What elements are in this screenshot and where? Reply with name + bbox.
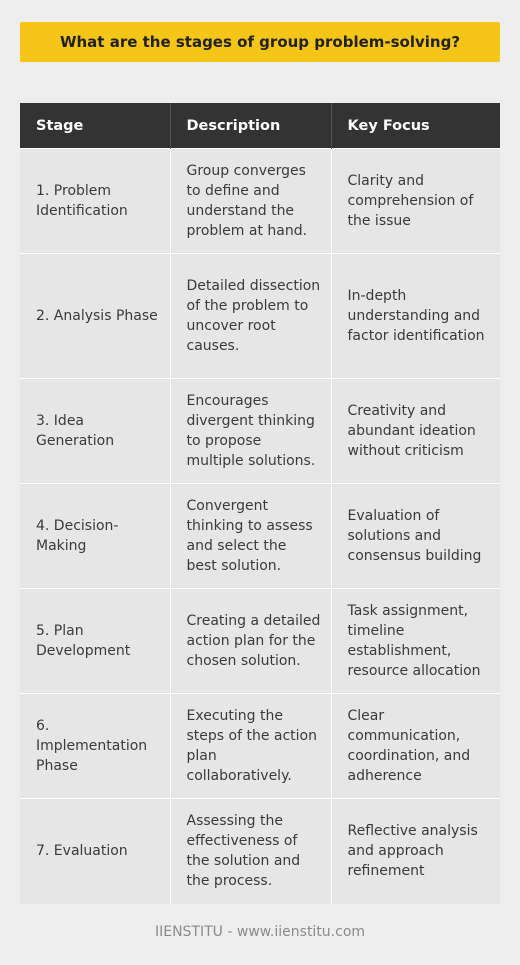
focus-cell: In-depth understanding and factor identification (331, 254, 500, 379)
footer-credit: IIENSTITU - www.iienstitu.com (154, 924, 366, 940)
header-key-focus: Key Focus (331, 103, 500, 149)
stage-cell: 2. Analysis Phase (20, 254, 170, 379)
stage-cell: 1. Problem Identification (20, 149, 170, 254)
focus-cell: Task assignment, timeline establishment, resource allocation (331, 589, 500, 694)
header-stage: Stage (20, 103, 170, 149)
table-row (20, 149, 500, 254)
table-row (20, 254, 500, 379)
table-row (20, 589, 500, 694)
description-cell: Convergent thinking to assess and select the best solution. (170, 484, 331, 589)
description-cell: Detailed dissection of the problem to uncover root causes. (170, 254, 331, 379)
title-banner (20, 22, 500, 62)
stage-cell: 4. Decision-Making (20, 484, 170, 589)
stage-cell: 3. Idea Generation (20, 379, 170, 484)
focus-cell: Clarity and comprehension of the issue (331, 149, 500, 254)
table-row (20, 379, 500, 484)
description-cell: Encourages divergent thinking to propose multiple solutions. (170, 379, 331, 484)
focus-cell: Creativity and abundant ideation without criticism (331, 379, 500, 484)
stages-table (20, 103, 500, 904)
table-header-row (20, 103, 500, 149)
table-row (20, 694, 500, 799)
stage-cell: 6. Implementation Phase (20, 694, 170, 799)
focus-cell: Clear communication, coordination, and adherence (331, 694, 500, 799)
page-title: What are the stages of group problem-solving? (59, 33, 461, 51)
description-cell: Assessing the effectiveness of the solution and the process. (170, 799, 331, 904)
description-cell: Group converges to define and understand the problem at hand. (170, 149, 331, 254)
header-description: Description (170, 103, 331, 149)
focus-cell: Evaluation of solutions and consensus building (331, 484, 500, 589)
table-row (20, 484, 500, 589)
stage-cell: 7. Evaluation (20, 799, 170, 904)
table-row (20, 799, 500, 904)
stage-cell: 5. Plan Development (20, 589, 170, 694)
focus-cell: Reflective analysis and approach refinement (331, 799, 500, 904)
description-cell: Creating a detailed action plan for the chosen solution. (170, 589, 331, 694)
description-cell: Executing the steps of the action plan collaboratively. (170, 694, 331, 799)
